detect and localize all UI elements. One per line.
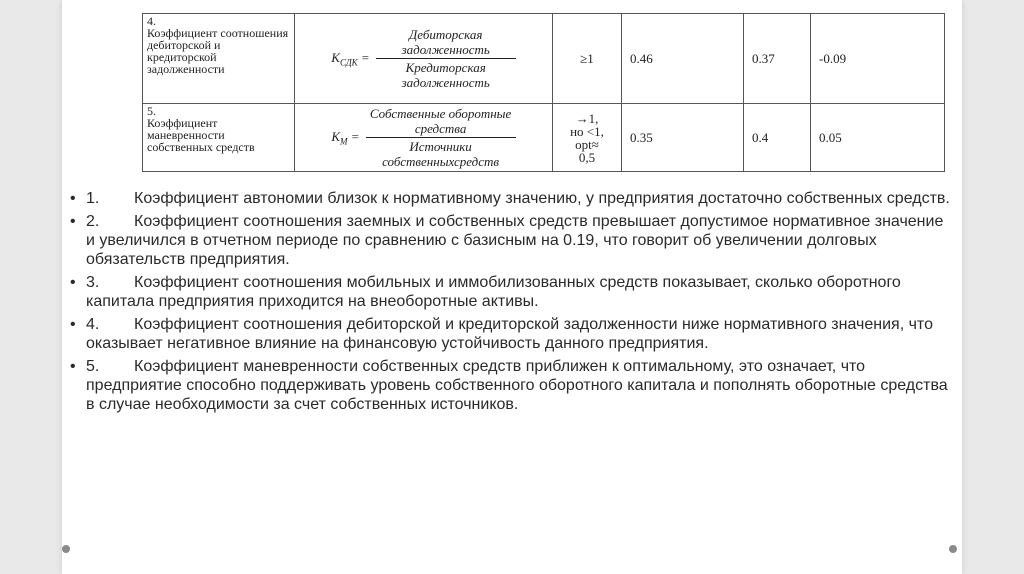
formula-denominator: Кредиторская задолженность <box>401 60 490 90</box>
formula <box>295 106 552 169</box>
bullet-marker: • <box>70 274 76 291</box>
value-cell-1 <box>622 104 744 172</box>
item-number: 4. <box>86 316 100 333</box>
value-cell-2 <box>744 14 811 104</box>
table-row <box>143 14 945 104</box>
formula-symbol: $К_М$ = <box>331 128 360 147</box>
value-2: 0.37 <box>752 50 775 66</box>
item-text: Коэффициент соотношения заемных и собственных средств превышает допустимое нормативное значение и увеличился в отчетном периоде по сравнению с базисным на 0.19, что говорит об увеличении долговых обязательств предприятия. <box>86 213 944 268</box>
value-cell-3 <box>811 14 945 104</box>
value-cell-1 <box>622 14 744 104</box>
fraction-bar <box>366 137 516 138</box>
bullet-marker: • <box>70 190 76 207</box>
coefficient-name-cell <box>143 14 295 104</box>
formula-cell <box>295 104 553 172</box>
formula-denominator: Источники собственныхсредств <box>382 139 500 169</box>
formula-cell <box>295 14 553 104</box>
value-1: 0.35 <box>630 129 653 145</box>
norm-value: ≥1 <box>580 51 594 66</box>
conclusions-list <box>70 189 950 418</box>
norm-value: →1, но <1, opt≈ 0,5 <box>570 110 604 165</box>
list-item <box>70 357 950 414</box>
formula-numerator: Собственные оборотные средства <box>369 106 512 136</box>
item-text: Коэффициент соотношения мобильных и иммобилизованных средств показывает, сколько оборотного капитала предприятия приходится на внеоборотные активы. <box>86 274 901 310</box>
bullet-marker: • <box>70 316 76 333</box>
item-text: Коэффициент маневренности собственных средств приближен к оптимальному, это означает, что предприятие способно поддерживать уровень собственного оборотного капитала и пополнять оборотные средства в случае необходимости за счет собственных источников. <box>86 358 948 413</box>
value-1: 0.46 <box>630 50 653 66</box>
bullet-marker: • <box>70 213 76 230</box>
table-row <box>143 104 945 172</box>
norm-cell <box>553 104 622 172</box>
slide-corner-dot-left <box>62 545 70 553</box>
formula-numerator: Дебиторская задолженность <box>401 27 490 57</box>
fraction-bar <box>376 58 516 59</box>
item-number: 2. <box>86 213 100 230</box>
item-number: 3. <box>86 274 100 291</box>
item-text: Коэффициент соотношения дебиторской и кредиторской задолженности ниже нормативного значения, что оказывает негативное влияние на финансовую устойчивость данного предприятия. <box>86 316 933 352</box>
list-item <box>70 212 950 269</box>
list-item <box>70 189 950 208</box>
item-number: 5. <box>86 358 100 375</box>
value-3: -0.09 <box>819 50 847 66</box>
value-cell-3 <box>811 104 945 172</box>
item-number: 1. <box>86 190 100 207</box>
value-cell-2 <box>744 104 811 172</box>
bullet-marker: • <box>70 358 76 375</box>
formula-symbol: $К_{СДК}$ = <box>331 49 370 68</box>
slide-corner-dot-right <box>949 545 957 553</box>
coefficient-name: 4. Коэффициент соотношения дебиторской и кредиторской задолженности <box>147 14 289 76</box>
item-text: Коэффициент автономии близок к нормативному значению, у предприятия достаточно собственных средств. <box>134 190 950 207</box>
coefficient-name: 5. Коэффициент маневренности собственных средств <box>147 104 255 154</box>
value-3: 0.05 <box>819 129 842 145</box>
list-item <box>70 273 950 311</box>
norm-cell <box>553 14 622 104</box>
value-2: 0.4 <box>752 129 769 145</box>
formula-fraction <box>376 27 516 90</box>
list-item <box>70 315 950 353</box>
coefficient-name-cell <box>143 104 295 172</box>
formula-fraction <box>366 106 516 169</box>
coefficients-table <box>142 13 945 172</box>
formula <box>295 27 552 90</box>
